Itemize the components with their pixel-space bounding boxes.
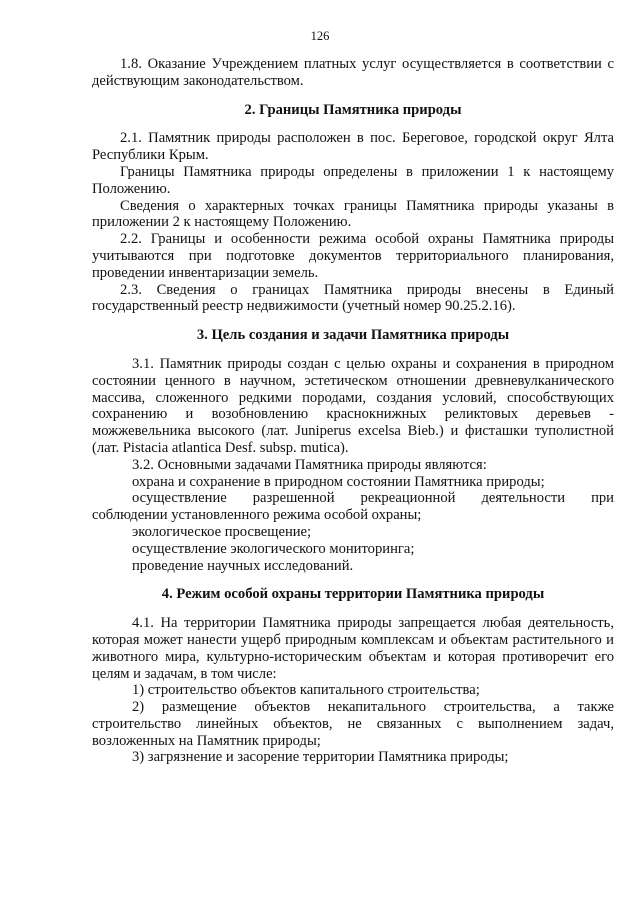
paragraph-2-1-points: Сведения о характерных точках границы Памятника природы указаны в приложении 2 к настоящему Положению. bbox=[92, 197, 614, 231]
task-item: экологическое просвещение; bbox=[132, 523, 312, 540]
paragraph-3-2: 3.2. Основными задачами Памятника природы являются: bbox=[132, 456, 487, 473]
prohibited-item: 3) загрязнение и засорение территории Памятника природы; bbox=[132, 749, 509, 766]
prohibited-item: 1) строительство объектов капитального строительства; bbox=[132, 682, 480, 699]
section-3-heading: 3. Цель создания и задачи Памятника природы bbox=[196, 327, 510, 344]
paragraph-4-1: 4.1. На территории Памятника природы запрещается любая деятельность, которая может нанести ущерб природным комплексам и объектам растительного и животного мира, культурно-историческим объектам и которая противоречит его целям и задачам, в том числе: bbox=[92, 615, 614, 682]
prohibited-item: 2) размещение объектов некапитального строительства, а также строительство линейных объектов, не связанных с выполнением задач, возложенных на Памятник природы; bbox=[92, 699, 614, 749]
paragraph-2-3: 2.3. Сведения о границах Памятника природы внесены в Единый государственный реестр недвижимости (учетный номер 90.25.2.16). bbox=[92, 281, 614, 315]
paragraph-2-1: 2.1. Памятник природы расположен в пос. Береговое, городской округ Ялта Республики Крым. bbox=[92, 130, 614, 164]
section-4-heading: 4. Режим особой охраны территории Памятника природы bbox=[161, 586, 545, 603]
task-item: осуществление экологического мониторинга; bbox=[132, 540, 415, 557]
task-item: осуществление разрешенной рекреационной деятельности при bbox=[132, 490, 614, 507]
section-2-heading: 2. Границы Памятника природы bbox=[244, 101, 462, 118]
paragraph-3-1: 3.1. Памятник природы создан с целью охраны и сохранения в природном состоянии ценного в научном, эстетическом отношении древневулканического массива, сложенного редкими породами, создания условий, способствующих сохранению и возобновлению краснокнижных реликтовых деревьев - можжевельника высокого (лат. Juniperus excelsa Bieb.) и фисташки туполистной (лат. Pistacia atlantica Desf. subsp. mutica). bbox=[92, 355, 614, 456]
paragraph-2-2: 2.2. Границы и особенности режима особой охраны Памятника природы учитываются при подготовке документов территориального планирования, проведении инвентаризации земель. bbox=[92, 231, 614, 281]
task-item: проведение научных исследований. bbox=[132, 557, 354, 574]
task-item: охрана и сохранение в природном состоянии Памятника природы; bbox=[132, 473, 545, 490]
task-item-continuation: соблюдении установленного режима особой охраны; bbox=[92, 507, 422, 524]
paragraph-2-1-borders: Границы Памятника природы определены в приложении 1 к настоящему Положению. bbox=[92, 163, 614, 197]
paragraph-1-8: 1.8. Оказание Учреждением платных услуг осуществляется в соответствии с действующим законодательством. bbox=[92, 56, 614, 89]
document-body bbox=[92, 56, 614, 766]
page-number: 126 bbox=[310, 29, 330, 43]
